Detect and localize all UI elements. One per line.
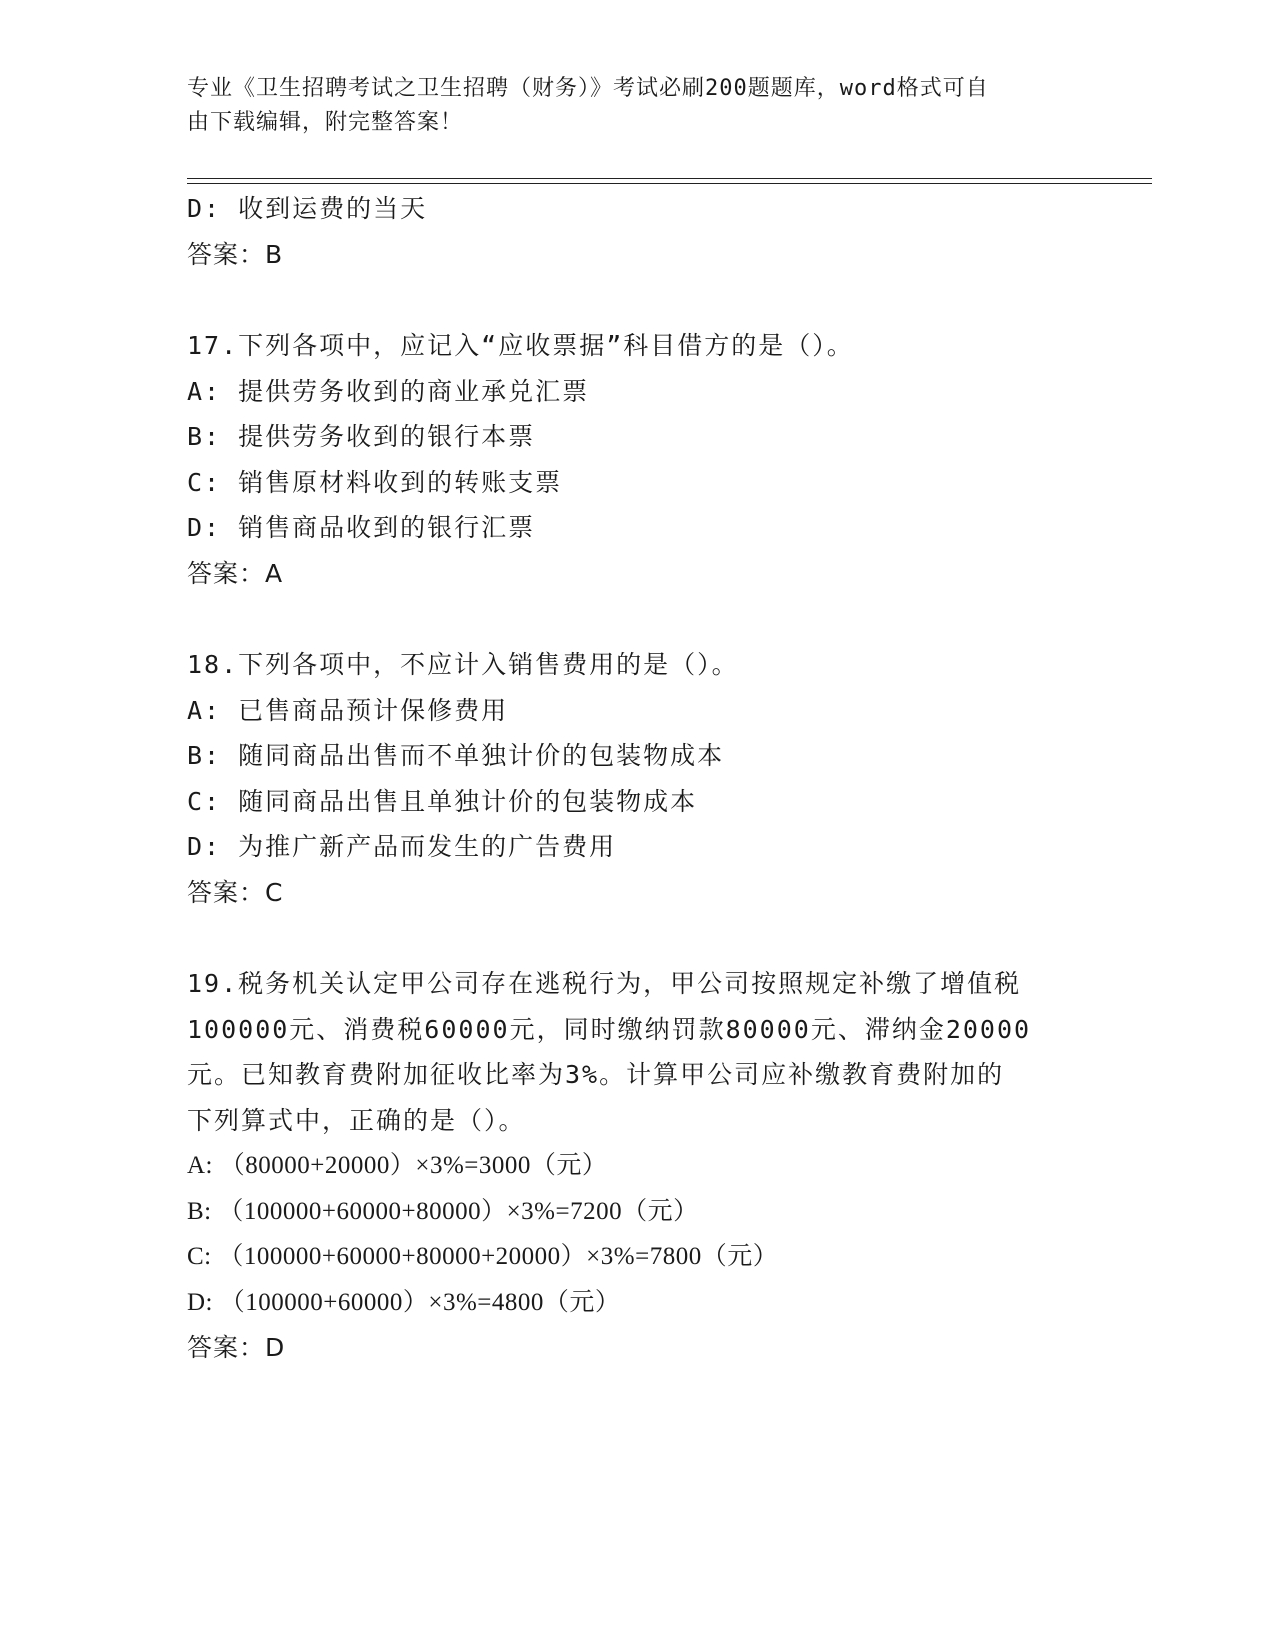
spacer <box>187 915 1087 961</box>
answer-label: 答案：B <box>187 239 284 269</box>
question-list <box>187 186 1087 1371</box>
option-b: B: （100000+60000+80000）×3%=7200（元） <box>187 1197 699 1225</box>
question-stem-line-2: 100000元、消费税60000元，同时缴纳罚款80000元、滞纳金20000 <box>187 1014 1032 1044</box>
option-a: A: 提供劳务收到的商业承兑汇票 <box>187 376 590 406</box>
option-c: C: （100000+60000+80000+20000）×3%=7800（元） <box>187 1243 779 1270</box>
question-17 <box>187 323 1087 596</box>
header-line-2: 由下载编辑，附完整答案！ <box>187 110 464 135</box>
question-stem-line-4: 下列算式中，正确的是（）。 <box>187 1105 526 1135</box>
question-19 <box>187 961 1087 1371</box>
spacer <box>187 277 1087 323</box>
option-b: B: 提供劳务收到的银行本票 <box>187 422 536 451</box>
answer-label: 答案：A <box>187 558 284 588</box>
option-c: C: 销售原材料收到的转账支票 <box>187 467 563 497</box>
spacer <box>187 596 1087 642</box>
option-b: B: 随同商品出售而不单独计价的包装物成本 <box>187 741 725 770</box>
option-a: A: 已售商品预计保修费用 <box>187 695 509 725</box>
option-d: D: 为推广新产品而发生的广告费用 <box>187 832 617 861</box>
question-stem: 17.下列各项中，应记入“应收票据”科目借方的是（）。 <box>187 331 854 360</box>
document-header <box>187 72 1067 140</box>
header-divider <box>187 178 1152 184</box>
question-18 <box>187 642 1087 915</box>
answer-label: 答案：D <box>187 1333 286 1362</box>
option-a: A: （80000+20000）×3%=3000（元） <box>187 1152 608 1179</box>
header-line-1: 专业《卫生招聘考试之卫生招聘（财务）》考试必刷200题题库，word格式可自 <box>187 76 989 101</box>
question-stem-line-1: 19.税务机关认定甲公司存在逃税行为，甲公司按照规定补缴了增值税 <box>187 969 1022 998</box>
question-stem: 18.下列各项中，不应计入销售费用的是（）。 <box>187 650 739 679</box>
option-d: D: 收到运费的当天 <box>187 194 428 223</box>
question-stem-line-3: 元。已知教育费附加征收比率为3%。计算甲公司应补缴教育费附加的 <box>187 1060 1005 1089</box>
option-d: D: 销售商品收到的银行汇票 <box>187 513 536 542</box>
option-c: C: 随同商品出售且单独计价的包装物成本 <box>187 786 698 816</box>
answer-label: 答案：C <box>187 877 284 907</box>
option-d: D: （100000+60000）×3%=4800（元） <box>187 1288 621 1316</box>
